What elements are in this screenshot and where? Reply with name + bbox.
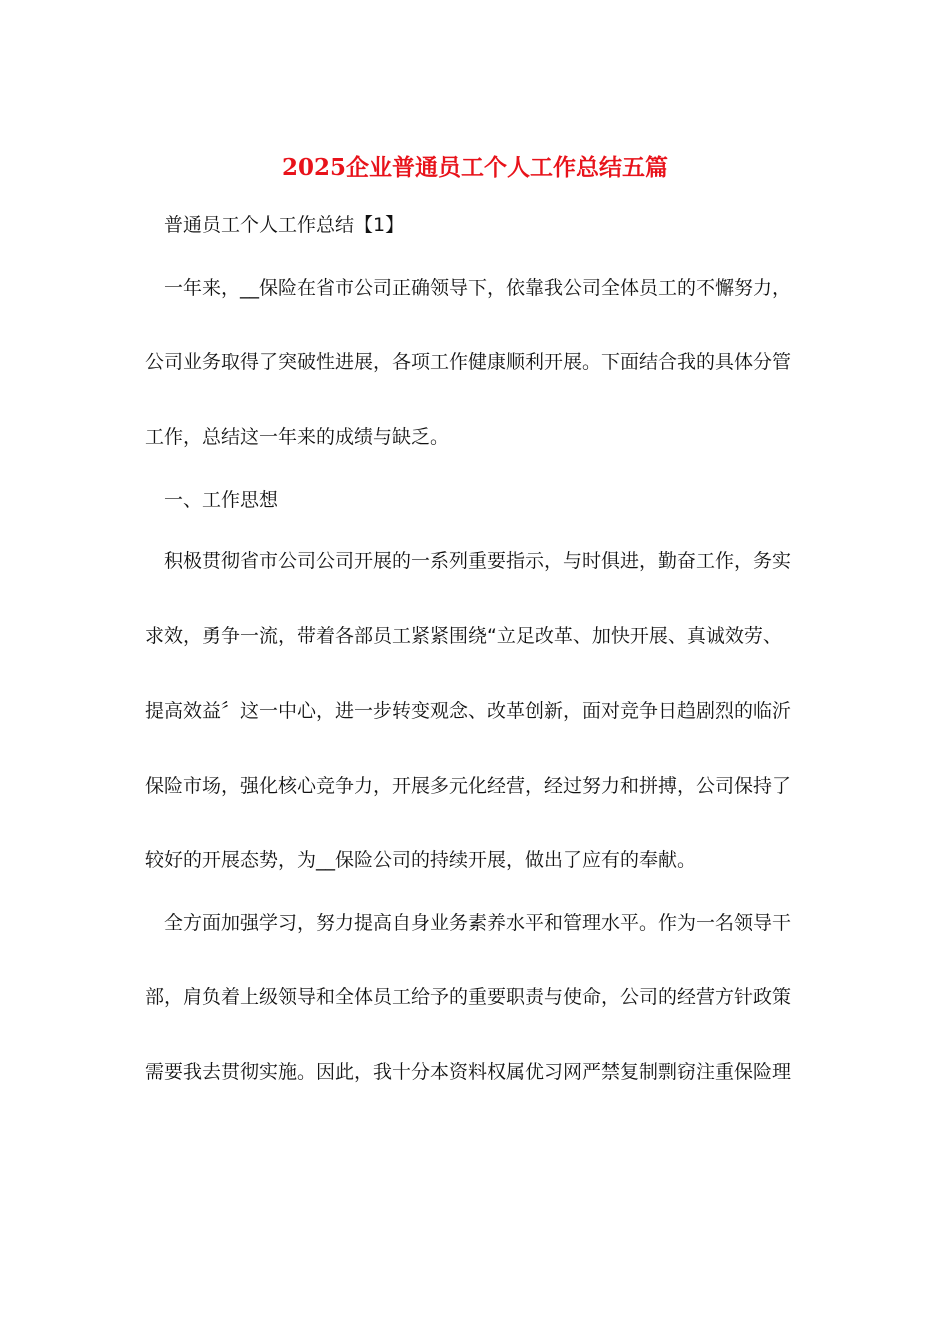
paragraph-line: 工作，总结这一年来的成绩与缺乏。 bbox=[145, 426, 450, 448]
paragraph-line: 提高效益〞这一中心，进一步转变观念、改革创新，面对竞争日趋剧烈的临沂 bbox=[145, 700, 792, 722]
paragraph-line: 积极贯彻省市公司公司开展的一系列重要指示，与时俱进，勤奋工作，务实 bbox=[164, 550, 792, 572]
section-heading-summary-1: 普通员工个人工作总结【1】 bbox=[164, 214, 405, 236]
paragraph-line: 求效，勇争一流，带着各部员工紧紧围绕“立足改革、加快开展、真诚效劳、 bbox=[145, 625, 782, 647]
paragraph-line: 一年来，__保险在省市公司正确领导下，依靠我公司全体员工的不懈努力， bbox=[164, 277, 792, 299]
paragraph-line: 公司业务取得了突破性进展，各项工作健康顺利开展。下面结合我的具体分管 bbox=[145, 351, 792, 373]
paragraph-line: 部，肩负着上级领导和全体员工给予的重要职责与使命，公司的经营方针政策 bbox=[145, 986, 792, 1008]
section-heading-work-thought: 一、工作思想 bbox=[164, 489, 279, 511]
paragraph-line: 保险市场，强化核心竞争力，开展多元化经营，经过努力和拼搏，公司保持了 bbox=[145, 775, 792, 797]
document-title: 2025企业普通员工个人工作总结五篇 bbox=[281, 154, 668, 181]
paragraph-line: 全方面加强学习，努力提高自身业务素养水平和管理水平。作为一名领导干 bbox=[164, 912, 792, 934]
paragraph-line: 需要我去贯彻实施。因此，我十分本资料权属优习网严禁复制剽窃注重保险理 bbox=[145, 1061, 792, 1083]
paragraph-line: 较好的开展态势，为__保险公司的持续开展，做出了应有的奉献。 bbox=[145, 849, 697, 871]
